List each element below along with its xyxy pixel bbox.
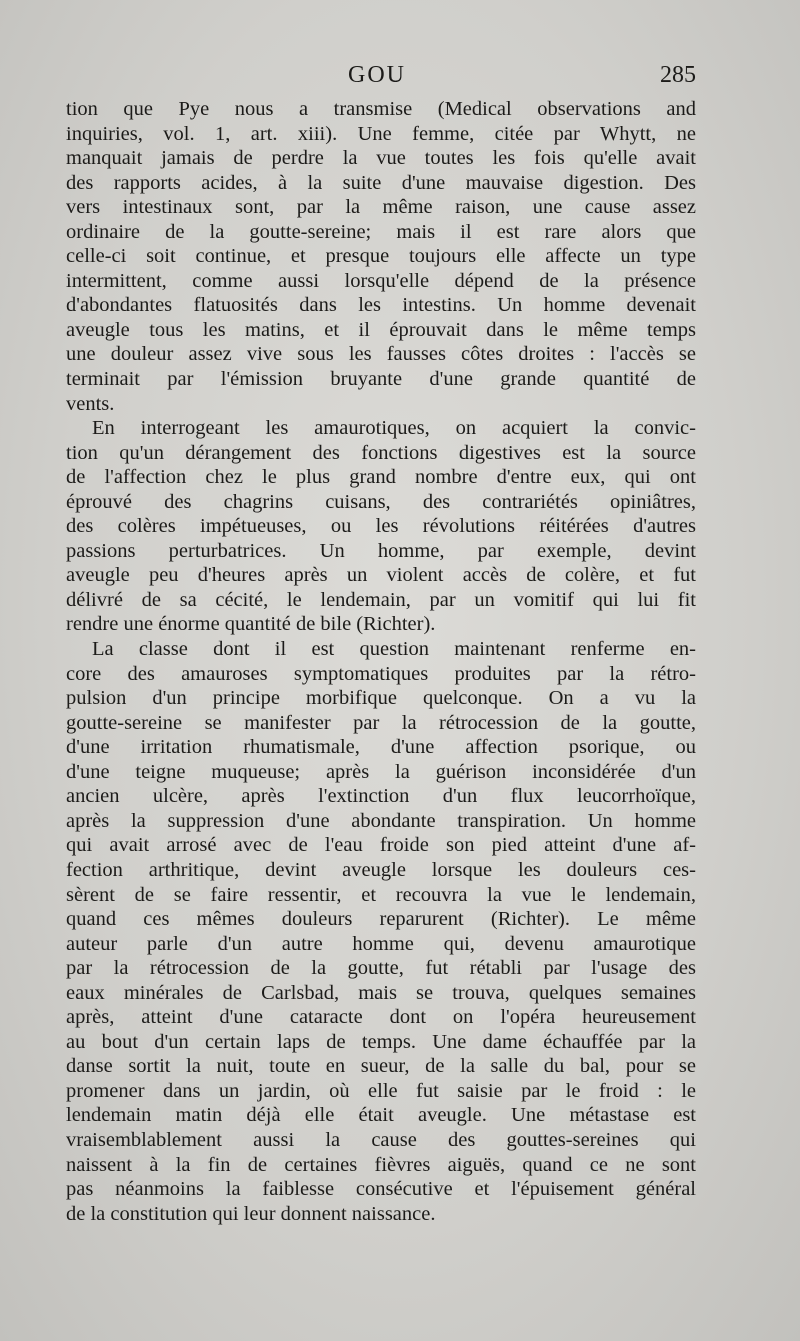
text-line: intermittent, comme aussi lorsqu'elle dépend de la présence <box>66 269 696 292</box>
text-line: goutte-sereine se manifester par la rétrocession de la goutte, <box>66 711 696 734</box>
text-line: pas néanmoins la faiblesse consécutive et l'épuisement général <box>66 1178 696 1201</box>
paragraph <box>66 416 696 637</box>
text-line: pulsion d'un principe morbifique quelconque. On a vu la <box>66 687 696 710</box>
body-text <box>66 97 696 1226</box>
text-line: après la suppression d'une abondante transpiration. Un homme <box>66 809 696 832</box>
text-line: au bout d'un certain laps de temps. Une dame échauffée par la <box>66 1030 696 1053</box>
text-line: inquiries, vol. 1, art. xiii). Une femme, citée par Whytt, ne <box>66 122 696 145</box>
text-line: vents. <box>66 392 115 415</box>
text-line: terminait par l'émission bruyante d'une grande quantité de <box>66 368 696 391</box>
text-line: En interrogeant les amaurotiques, on acquiert la convic- <box>92 417 696 440</box>
paragraph <box>66 637 696 1226</box>
text-line: vers intestinaux sont, par la même raison, une cause assez <box>66 196 696 219</box>
text-line: danse sortit la nuit, toute en sueur, de la salle du bal, pour se <box>66 1055 696 1078</box>
text-line: d'une teigne muqueuse; après la guérison inconsidérée d'un <box>66 760 696 783</box>
running-head <box>0 60 800 94</box>
paragraph <box>66 97 696 416</box>
text-line: La classe dont il est question maintenant renferme en- <box>92 638 696 661</box>
text-line: promener dans un jardin, où elle fut saisie par le froid : le <box>66 1079 696 1102</box>
text-line: passions perturbatrices. Un homme, par exemple, devint <box>66 539 696 562</box>
text-line: fection arthritique, devint aveugle lorsque les douleurs ces- <box>66 858 696 881</box>
page-number: 285 <box>660 62 696 88</box>
text-line: rendre une énorme quantité de bile (Richter). <box>66 613 436 636</box>
text-line: aveugle peu d'heures après un violent accès de colère, et fut <box>66 564 696 587</box>
text-line: ancien ulcère, après l'extinction d'un flux leucorrhoïque, <box>66 785 696 808</box>
text-line: après, atteint d'une cataracte dont on l'opéra heureusement <box>66 1006 696 1029</box>
text-line: délivré de sa cécité, le lendemain, par un vomitif qui lui fit <box>66 588 696 611</box>
text-line: ordinaire de la goutte-sereine; mais il est rare alors que <box>66 220 696 243</box>
text-line: des colères impétueuses, ou les révolutions réitérées d'autres <box>66 515 696 538</box>
text-line: d'une irritation rhumatismale, d'une affection psorique, ou <box>66 736 696 759</box>
text-line: eaux minérales de Carlsbad, mais se trouva, quelques semaines <box>66 981 696 1004</box>
text-line: de l'affection chez le plus grand nombre d'entre eux, qui ont <box>66 466 696 489</box>
text-line: de la constitution qui leur donnent naissance. <box>66 1202 436 1225</box>
text-line: qui avait arrosé avec de l'eau froide son pied atteint d'une af- <box>66 834 696 857</box>
text-line: celle-ci soit continue, et presque toujours elle affecte un type <box>66 245 696 268</box>
text-line: tion qu'un dérangement des fonctions digestives est la source <box>66 441 696 464</box>
text-line: une douleur assez vive sous les fausses côtes droites : l'accès se <box>66 343 696 366</box>
text-line: d'abondantes flatuosités dans les intestins. Un homme devenait <box>66 294 696 317</box>
text-line: auteur parle d'un autre homme qui, devenu amaurotique <box>66 932 696 955</box>
text-line: éprouvé des chagrins cuisans, des contrariétés opiniâtres, <box>66 490 696 513</box>
text-line: tion que Pye nous a transmise (Medical observations and <box>66 98 696 120</box>
text-line: par la rétrocession de la goutte, fut rétabli par l'usage des <box>66 957 696 980</box>
running-title: GOU <box>348 62 406 88</box>
text-line: vraisemblablement aussi la cause des gouttes-sereines qui <box>66 1128 696 1151</box>
text-line: naissent à la fin de certaines fièvres aiguës, quand ce ne sont <box>66 1153 696 1176</box>
text-line: quand ces mêmes douleurs reparurent (Richter). Le même <box>66 908 696 931</box>
text-line: core des amauroses symptomatiques produites par la rétro- <box>66 662 696 685</box>
text-line: aveugle tous les matins, et il éprouvait dans le même temps <box>66 318 696 341</box>
text-line: manquait jamais de perdre la vue toutes les fois qu'elle avait <box>66 147 696 170</box>
text-line: des rapports acides, à la suite d'une mauvaise digestion. Des <box>66 171 696 194</box>
text-line: sèrent de se faire ressentir, et recouvra la vue le lendemain, <box>66 883 696 906</box>
text-line: lendemain matin déjà elle était aveugle. Une métastase est <box>66 1104 696 1127</box>
